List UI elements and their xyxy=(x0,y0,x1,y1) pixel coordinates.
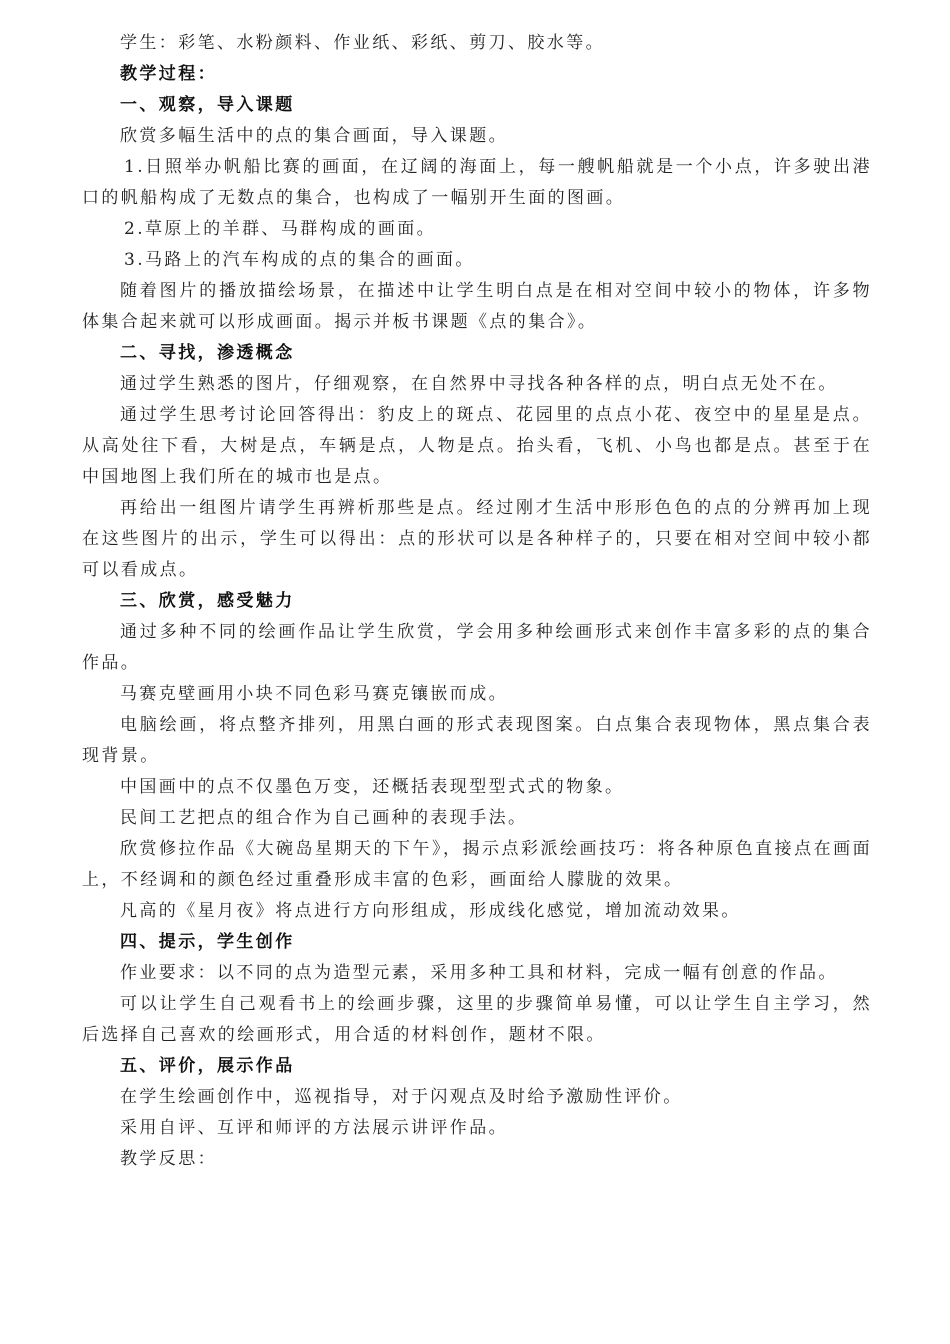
paragraph: 再给出一组图片请学生再辨析那些是点。经过刚才生活中形形色色的点的分辨再加上现在这些图片的出示，学生可以得出：点的形状可以是各种样子的，只要在相对空间中较小都可以看成点。 xyxy=(82,498,872,580)
paragraph: 凡高的《星月夜》将点进行方向形组成，形成线化感觉，增加流动效果。 xyxy=(120,901,741,921)
paragraph: 中国画中的点不仅墨色万变，还概括表现型型式式的物象。 xyxy=(120,777,625,797)
paragraph: 可以让学生自己观看书上的绘画步骤，这里的步骤简单易懂，可以让学生自主学习，然后选择自己喜欢的绘画形式，用合适的材料创作，题材不限。 xyxy=(82,994,872,1045)
document-body xyxy=(82,28,872,1175)
paragraph: 在学生绘画创作中，巡视指导，对于闪观点及时给予激励性评价。 xyxy=(120,1087,683,1107)
paragraph: 通过学生熟悉的图片，仔细观察，在自然界中寻找各种各样的点，明白点无处不在。 xyxy=(120,374,838,394)
materials-line: 学生：彩笔、水粉颜料、作业纸、彩纸、剪刀、胶水等。 xyxy=(120,33,605,53)
section-heading-observe: 一、观察，导入课题 xyxy=(120,95,295,115)
list-item: 1.日照举办帆船比赛的画面，在辽阔的海面上，每一艘帆船就是一个小点，许多驶出港口的帆船构成了无数点的集合，也构成了一幅别开生面的图画。 xyxy=(82,157,872,208)
section-heading-appreciate: 三、欣赏，感受魅力 xyxy=(120,591,295,611)
paragraph: 作业要求：以不同的点为造型元素，采用多种工具和材料，完成一幅有创意的作品。 xyxy=(120,963,838,983)
section-heading-search: 二、寻找，渗透概念 xyxy=(120,343,295,363)
process-title: 教学过程： xyxy=(120,64,217,84)
paragraph: 通过多种不同的绘画作品让学生欣赏，学会用多种绘画形式来创作丰富多彩的点的集合作品。 xyxy=(82,622,872,673)
paragraph: 通过学生思考讨论回答得出：豹皮上的斑点、花园里的点点小花、夜空中的星星是点。从高处往下看，大树是点，车辆是点，人物是点。抬头看，飞机、小鸟也都是点。甚至于在中国地图上我们所在的城市也是点。 xyxy=(82,405,872,487)
section-heading-create: 四、提示，学生创作 xyxy=(120,932,295,952)
section-heading-evaluate: 五、评价，展示作品 xyxy=(120,1056,295,1076)
reflection-label: 教学反思： xyxy=(120,1149,217,1169)
paragraph: 欣赏多幅生活中的点的集合画面，导入课题。 xyxy=(120,126,508,146)
paragraph: 民间工艺把点的组合作为自己画种的表现手法。 xyxy=(120,808,528,828)
paragraph: 马赛克壁画用小块不同色彩马赛克镶嵌而成。 xyxy=(120,684,508,704)
list-item: 2.草原上的羊群、马群构成的画面。 xyxy=(124,219,437,239)
paragraph: 欣赏修拉作品《大碗岛星期天的下午》，揭示点彩派绘画技巧：将各种原色直接点在画面上，不经调和的颜色经过重叠形成丰富的色彩，画面给人朦胧的效果。 xyxy=(82,839,872,890)
paragraph: 电脑绘画，将点整齐排列，用黑白画的形式表现图案。白点集合表现物体，黑点集合表现背景。 xyxy=(82,715,872,766)
list-item: 3.马路上的汽车构成的点的集合的画面。 xyxy=(124,250,475,270)
paragraph: 采用自评、互评和师评的方法展示讲评作品。 xyxy=(120,1118,508,1138)
paragraph: 随着图片的播放描绘场景，在描述中让学生明白点是在相对空间中较小的物体，许多物体集合起来就可以形成画面。揭示并板书课题《点的集合》。 xyxy=(82,281,872,332)
